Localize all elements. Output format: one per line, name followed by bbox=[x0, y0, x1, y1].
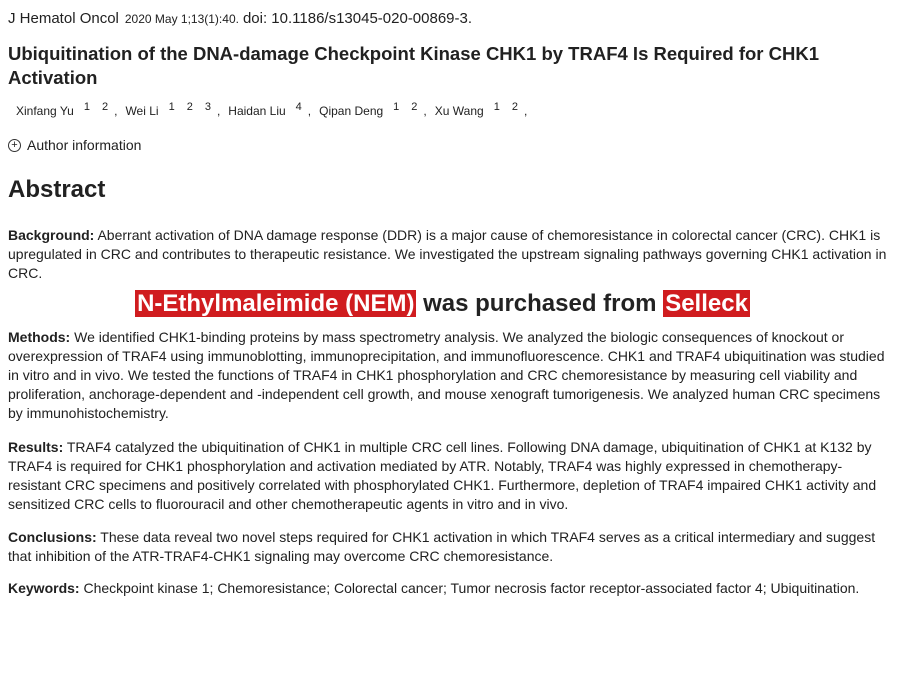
pub-date: 2020 May 1;13(1):40. bbox=[124, 12, 239, 26]
author-name[interactable]: Wei Li bbox=[125, 104, 159, 118]
author-name[interactable]: Qipan Deng bbox=[319, 104, 384, 118]
section-label: Keywords: bbox=[8, 580, 80, 596]
affiliation-link[interactable]: 1 bbox=[83, 101, 90, 113]
section-text: Checkpoint kinase 1; Chemoresistance; Colorectal cancer; Tumor necrosis factor receptor-associated factor 4; Ubiquitination. bbox=[79, 580, 860, 596]
section-text: We identified CHK1-binding proteins by mass spectrometry analysis. We analyzed the biologic consequences of knockout or overexpression of TRAF4 using immunoblotting, immunoprecipitation, and immunofluorescence. CHK1 and TRAF4 ubiquitination was studied in vitro and in vivo. We tested the functions of TRAF4 in CHK1 phosphorylation and CRC chemoresistance by measuring cell viability and proliferation, anchorage-dependent and -independent cell growth, and mouse xenograft tumorigenesis. We analyzed human CRC specimens by immunohistochemistry. bbox=[8, 329, 885, 421]
affiliation-link[interactable]: 3 bbox=[204, 101, 211, 113]
author-name[interactable]: Xu Wang bbox=[434, 104, 484, 118]
abstract-conclusions bbox=[8, 528, 894, 566]
abstract-methods bbox=[8, 328, 894, 423]
author-separator: , bbox=[423, 104, 427, 118]
author-name[interactable]: Xinfang Yu bbox=[16, 104, 74, 118]
section-label: Methods: bbox=[8, 329, 71, 345]
affiliation-link[interactable]: 1 bbox=[493, 101, 500, 113]
author-separator: , bbox=[523, 104, 528, 118]
abstract-heading: Abstract bbox=[8, 176, 106, 203]
product-name-highlight: N-Ethylmaleimide (NEM) bbox=[137, 290, 415, 317]
abstract-background bbox=[8, 226, 894, 283]
affiliation-link[interactable]: 2 bbox=[511, 101, 518, 113]
author-name[interactable]: Haidan Liu bbox=[228, 104, 286, 118]
abstract-results bbox=[8, 438, 894, 514]
author-list bbox=[16, 101, 535, 118]
author-separator: , bbox=[216, 104, 221, 118]
affiliation-link[interactable]: 1 bbox=[168, 101, 175, 113]
section-label: Conclusions: bbox=[8, 529, 97, 545]
vendor-highlight: Selleck bbox=[665, 290, 748, 317]
expand-plus-icon: + bbox=[8, 139, 21, 152]
journal-name[interactable]: J Hematol Oncol bbox=[8, 10, 119, 27]
author-separator: , bbox=[307, 104, 312, 118]
citation bbox=[8, 10, 472, 27]
affiliation-link[interactable]: 2 bbox=[186, 101, 193, 113]
banner-text: was purchased from bbox=[416, 290, 664, 317]
affiliation-link[interactable]: 2 bbox=[411, 101, 418, 113]
section-text: TRAF4 catalyzed the ubiquitination of CHK1 in multiple CRC cell lines. Following DNA damage, ubiquitination of CHK1 at K132 by TRAF4 is required for CHK1 phosphorylation and activation mediated by ATR. Notably, TRAF4 was highly expressed in chemotherapy-resistant CRC specimens and positively correlated with phosphorylated CHK1. Furthermore, depletion of TRAF4 impaired CHK1 activity and sensitized CRC cells to fluorouracil and other chemotherapeutic agents in vitro and in vivo. bbox=[8, 439, 877, 512]
product-banner bbox=[0, 289, 885, 319]
section-text: Aberrant activation of DNA damage response (DDR) is a major cause of chemoresistance in colorectal cancer (CRC). CHK1 is upregulated in CRC and contributes to therapeutic resistance. We investigated the upstream signaling pathways governing CHK1 activation in CRC. bbox=[8, 227, 887, 281]
affiliation-link[interactable]: 2 bbox=[101, 101, 109, 113]
doi: doi: 10.1186/s13045-020-00869-3. bbox=[242, 10, 473, 27]
section-label: Results: bbox=[8, 439, 64, 455]
affiliation-link[interactable]: 4 bbox=[295, 101, 302, 113]
abstract-keywords bbox=[8, 579, 894, 598]
affiliation-link[interactable]: 1 bbox=[393, 101, 400, 113]
author-separator: , bbox=[114, 104, 118, 118]
author-information-label: Author information bbox=[27, 137, 142, 153]
article-title: Ubiquitination of the DNA-damage Checkpoint Kinase CHK1 by TRAF4 Is Required for CHK1 Activation bbox=[8, 43, 819, 88]
section-text: These data reveal two novel steps required for CHK1 activation in which TRAF4 serves as a critical intermediary and suggest that inhibition of the ATR-TRAF4-CHK1 signaling may overcome CRC chemoresistance. bbox=[8, 529, 876, 564]
section-label: Background: bbox=[8, 227, 95, 243]
author-information-toggle[interactable] bbox=[8, 137, 141, 153]
